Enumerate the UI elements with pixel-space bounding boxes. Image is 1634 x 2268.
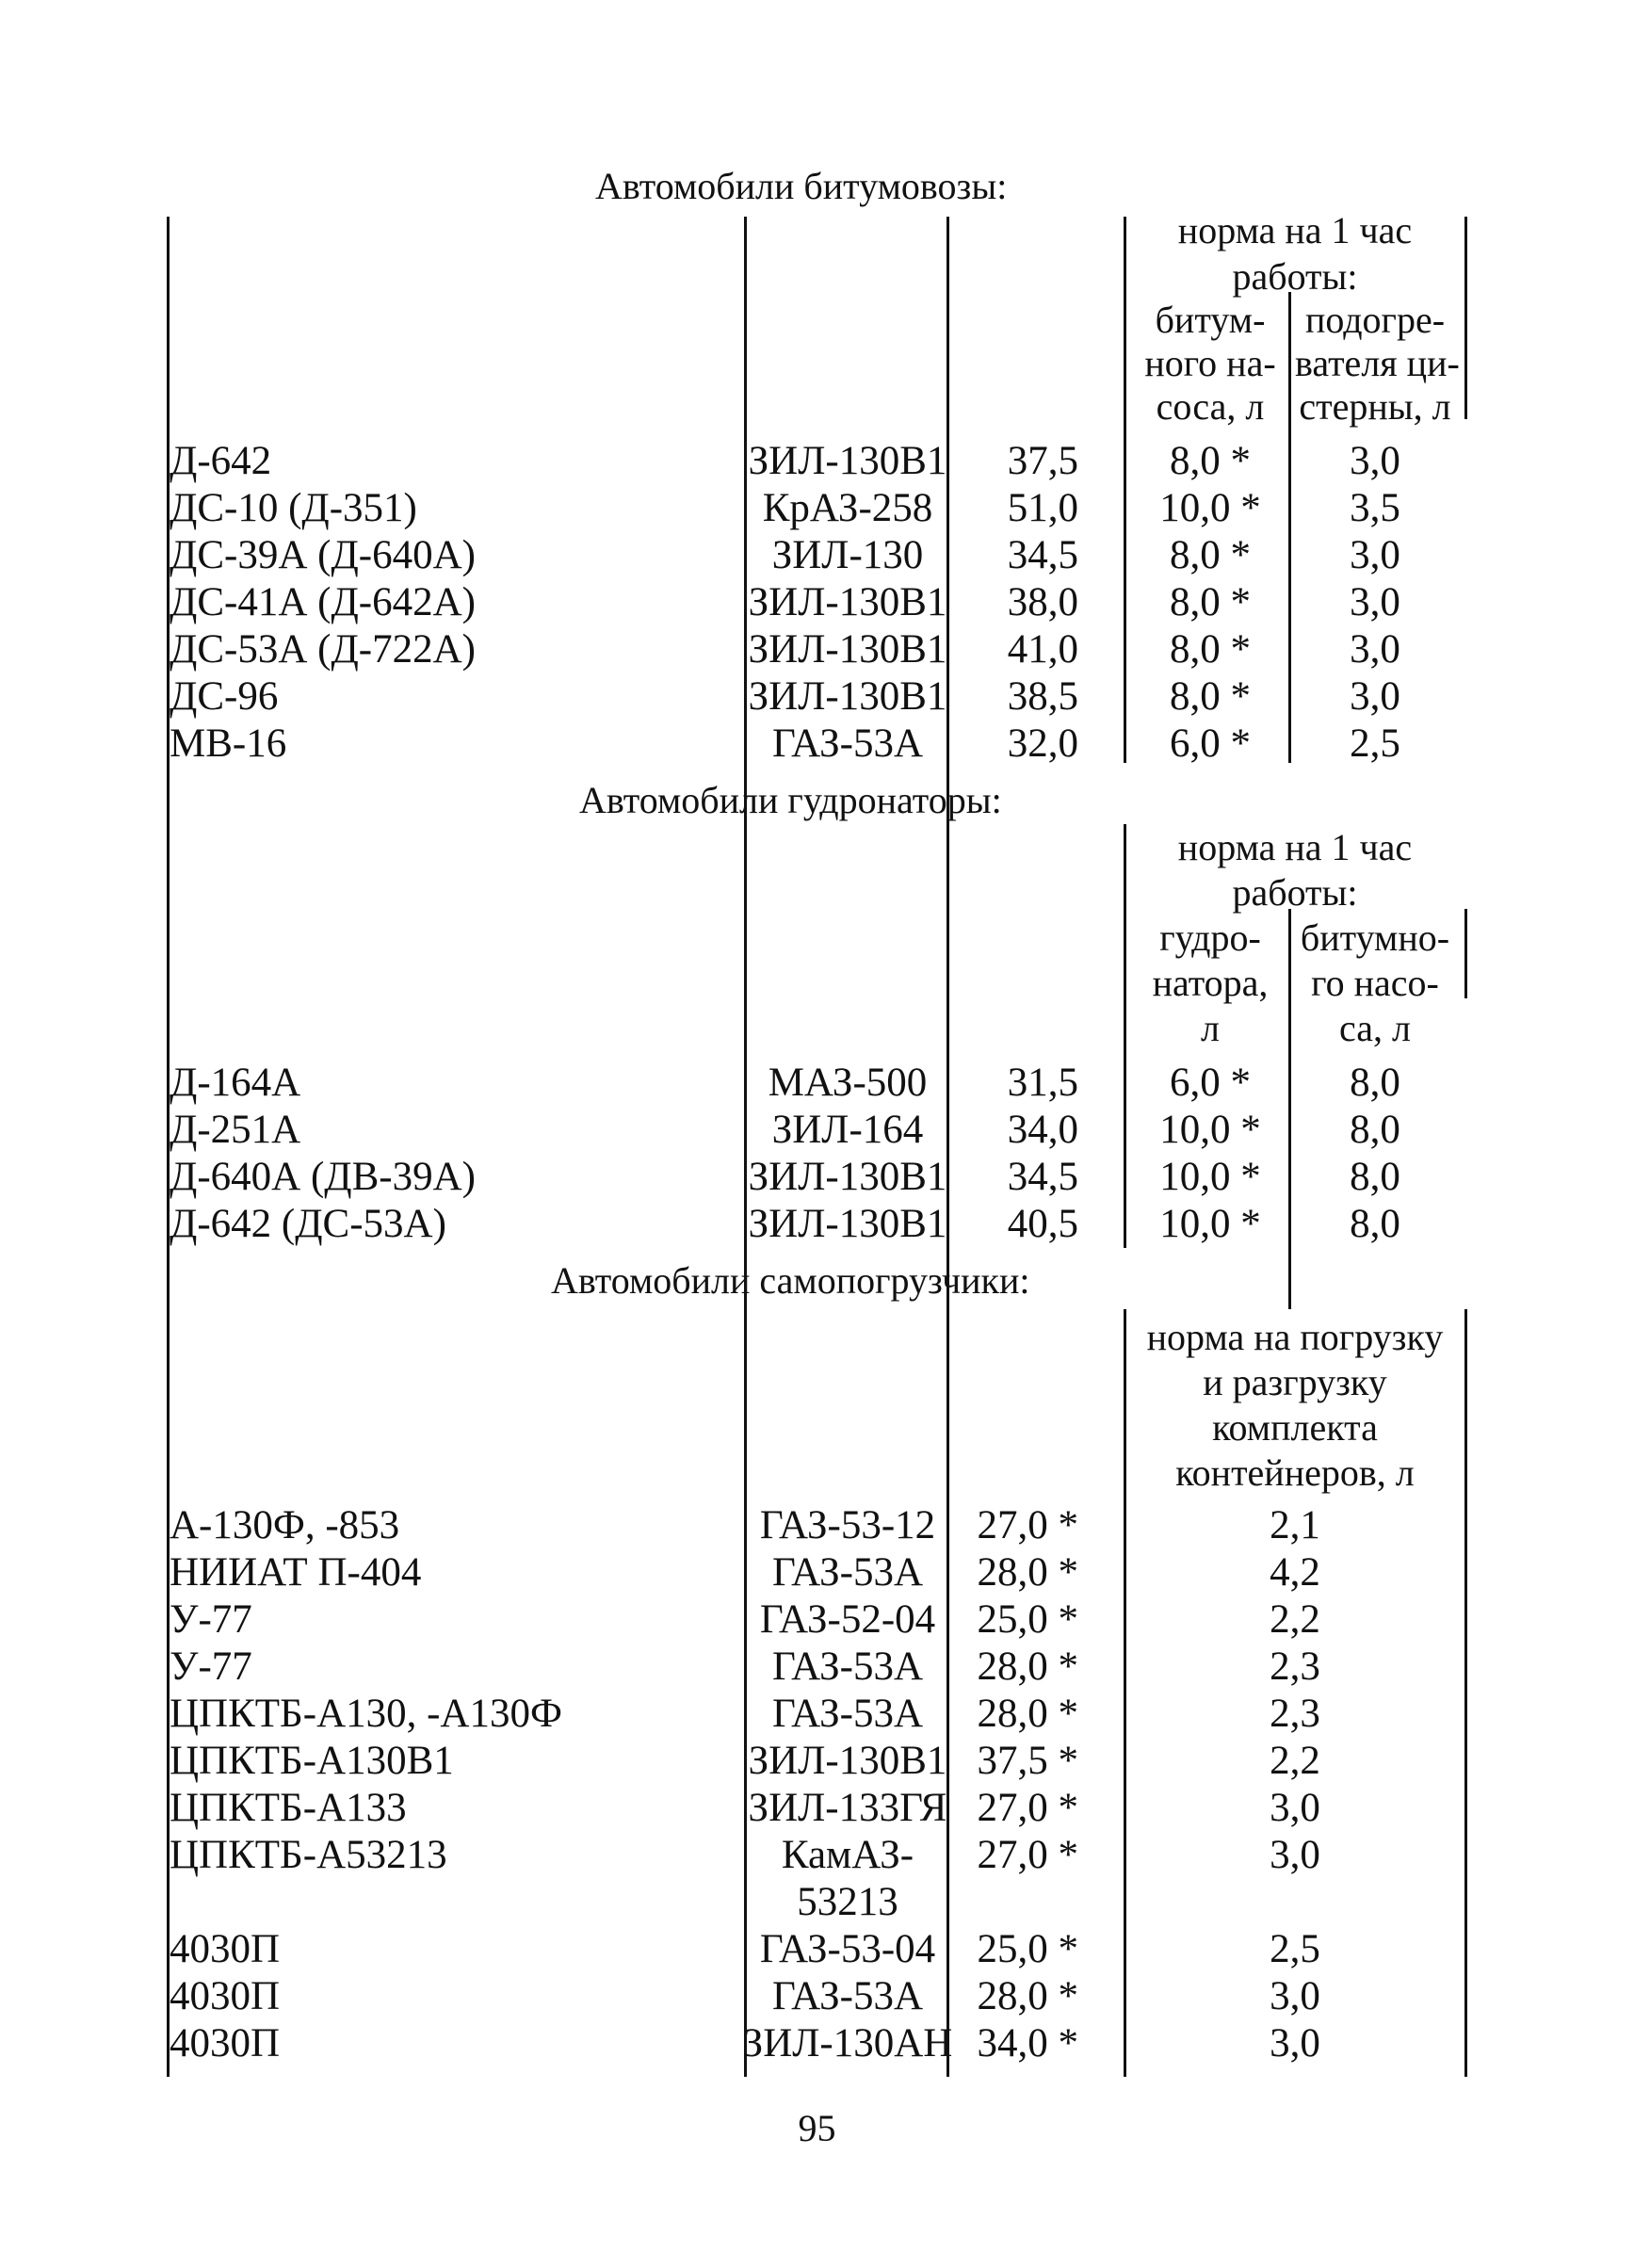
vehicle: ГАЗ-53А [771,1692,924,1736]
norm-2: 2,5 [1350,721,1400,766]
norm-2: 8,0 [1350,1202,1400,1246]
norm-1: 10,0 * [1159,486,1261,530]
norm: 2,1 [1270,1503,1320,1547]
consumption: 38,0 [1007,580,1078,624]
rule-consumption-right [1124,217,1126,763]
machine-name: ЦПКТБ-А130В1 [170,1739,454,1783]
consumption: 38,5 [1007,674,1078,719]
section-title: Автомобили битумовозы: [595,165,1008,207]
norm-label: норма на 1 час [1177,826,1413,868]
col2-label: стерны, л [1299,385,1451,428]
machine-name: 4030П [170,1974,281,2018]
vehicle: МАЗ-500 [768,1061,928,1105]
rule-right [1464,909,1467,998]
consumption: 28,0 * [977,1692,1078,1736]
norm: 2,5 [1270,1927,1320,1971]
machine-name: НИИАТ П-404 [170,1550,422,1595]
col2-label: подогре- [1304,299,1446,341]
machine-name: МВ-16 [170,721,287,766]
consumption: 27,0 * [977,1833,1078,1877]
rule-consumption-right [1124,824,1126,1248]
vehicle: ЗИЛ-130В1 [748,1202,947,1246]
norm-1: 8,0 * [1170,580,1251,624]
vehicle: ЗИЛ-130В1 [748,1739,947,1783]
consumption: 31,5 [1007,1061,1078,1105]
norm: 2,3 [1270,1692,1320,1736]
norm-1: 10,0 * [1159,1155,1261,1199]
norm-1: 8,0 * [1170,439,1251,483]
vehicle: КрАЗ-258 [762,486,933,530]
rule-right [1464,217,1467,419]
norm: 2,3 [1270,1644,1320,1689]
norm-1: 8,0 * [1170,674,1251,719]
col2-label: битумно- [1300,916,1450,959]
norm-2: 8,0 [1350,1108,1400,1152]
machine-name: ЦПКТБ-А133 [170,1786,407,1830]
vehicle-continued: 53213 [797,1880,898,1924]
consumption: 28,0 * [977,1550,1078,1595]
norm-label: и разгрузку [1203,1361,1387,1403]
consumption: 34,0 * [977,2021,1078,2066]
norm: 3,0 [1270,2021,1320,2066]
norm: 3,0 [1270,1833,1320,1877]
vehicle: ЗИЛ-130В1 [748,674,947,719]
consumption: 34,5 [1007,533,1078,577]
norm-1: 8,0 * [1170,533,1251,577]
col1-label: битум- [1155,299,1266,341]
consumption: 51,0 [1007,486,1078,530]
vehicle: КамАЗ- [781,1833,914,1877]
consumption: 34,0 [1007,1108,1078,1152]
consumption: 28,0 * [977,1974,1078,2018]
norm-2: 3,0 [1350,439,1400,483]
vehicle: ГАЗ-53А [771,1550,924,1595]
vehicle: ГАЗ-53А [771,1644,924,1689]
norm-label: норма на 1 час [1177,209,1413,251]
machine-name: ДС-41А (Д-642А) [170,580,476,624]
norm-label: комплекта [1212,1406,1378,1449]
col1-label: гудро- [1159,916,1261,959]
norm: 3,0 [1270,1974,1320,2018]
norm-1: 6,0 * [1170,721,1251,766]
norm-label: работы: [1232,871,1358,914]
machine-name: ДС-53А (Д-722А) [170,627,476,672]
machine-name: У-77 [170,1597,252,1642]
vehicle: ГАЗ-53-04 [759,1927,936,1971]
machine-name: А-130Ф, -853 [170,1503,400,1547]
col1-label: натора, [1152,962,1269,1004]
vehicle: ЗИЛ-130В1 [748,439,947,483]
vehicle: ЗИЛ-130В1 [748,580,947,624]
machine-name: ЦПКТБ-А130, -А130Ф [170,1692,562,1736]
machine-name: Д-164А [170,1061,301,1105]
page-number: 95 [798,2107,836,2149]
col2-label: вателя ци- [1295,342,1460,384]
vehicle: ЗИЛ-164 [771,1108,924,1152]
norm-2: 8,0 [1350,1061,1400,1105]
section-title: Автомобили гудронаторы: [579,779,1002,821]
consumption: 40,5 [1007,1202,1078,1246]
col1-label: л [1201,1007,1220,1049]
machine-name: У-77 [170,1644,252,1689]
col1-label: ного на- [1144,342,1276,384]
norm: 3,0 [1270,1786,1320,1830]
vehicle: ЗИЛ-133ГЯ [748,1786,947,1830]
col2-label: го насо- [1311,962,1439,1004]
vehicle: ГАЗ-53А [771,721,924,766]
vehicle: ЗИЛ-130 [771,533,924,577]
norm-label: контейнеров, л [1175,1451,1415,1494]
norm-label: норма на погрузку [1146,1316,1444,1358]
norm-2: 3,0 [1350,674,1400,719]
consumption: 25,0 * [977,1597,1078,1642]
consumption: 28,0 * [977,1644,1078,1689]
consumption: 34,5 [1007,1155,1078,1199]
consumption: 37,5 [1007,439,1078,483]
consumption: 27,0 * [977,1786,1078,1830]
section-title: Автомобили самопогрузчики: [551,1259,1030,1302]
vehicle: ЗИЛ-130В1 [748,627,947,672]
machine-name: Д-642 (ДС-53А) [170,1202,446,1246]
norm-1: 10,0 * [1159,1202,1261,1246]
machine-name: ЦПКТБ-А53213 [170,1833,447,1877]
machine-name: 4030П [170,2021,281,2066]
vehicle: ГАЗ-52-04 [759,1597,936,1642]
consumption: 41,0 [1007,627,1078,672]
norm-2: 8,0 [1350,1155,1400,1199]
norm: 2,2 [1270,1597,1320,1642]
machine-name: Д-642 [170,439,272,483]
consumption: 25,0 * [977,1927,1078,1971]
norm-1: 6,0 * [1170,1061,1251,1105]
col2-label: са, л [1339,1007,1411,1049]
norm-label: работы: [1232,255,1358,298]
machine-name: ДС-39А (Д-640А) [170,533,476,577]
norm-2: 3,0 [1350,580,1400,624]
machine-name: ДС-10 (Д-351) [170,486,417,530]
norm: 2,2 [1270,1739,1320,1783]
machine-name: ДС-96 [170,674,279,719]
norm-1: 8,0 * [1170,627,1251,672]
consumption: 27,0 * [977,1503,1078,1547]
norm-2: 3,0 [1350,627,1400,672]
norm-2: 3,0 [1350,533,1400,577]
vehicle: ЗИЛ-130В1 [748,1155,947,1199]
rule-consumption-right [1124,1309,1126,2077]
norm-2: 3,5 [1350,486,1400,530]
vehicle: ГАЗ-53А [771,1974,924,2018]
machine-name: Д-251А [170,1108,301,1152]
consumption: 32,0 [1007,721,1078,766]
vehicle: ГАЗ-53-12 [759,1503,936,1547]
col1-label: соса, л [1156,385,1265,428]
machine-name: 4030П [170,1927,281,1971]
norm-1: 10,0 * [1159,1108,1261,1152]
machine-name: Д-640А (ДВ-39А) [170,1155,476,1199]
rule-right [1464,1309,1467,2077]
consumption: 37,5 * [977,1739,1078,1783]
vehicle: ЗИЛ-130АН [742,2021,953,2066]
norm: 4,2 [1270,1550,1320,1595]
